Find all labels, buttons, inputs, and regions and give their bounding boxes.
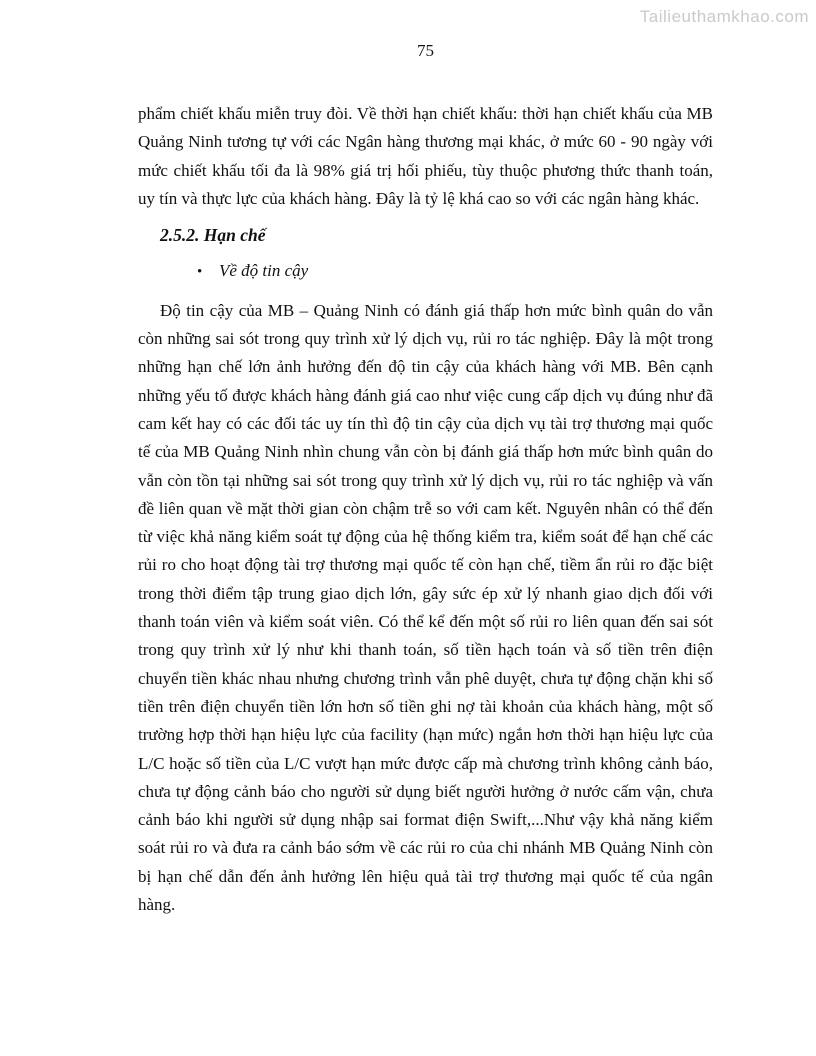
page-number: 75	[417, 41, 434, 60]
page-content	[138, 100, 713, 919]
paragraph-discount-terms: phẩm chiết khấu miễn truy đòi. Về thời hạn chiết khấu: thời hạn chiết khấu của MB Quảng Ninh tương tự với các Ngân hàng thương mại khác, ở mức 60 - 90 ngày với mức chiết khấu tối đa là 98% giá trị hối phiếu, tùy thuộc phương thức thanh toán, uy tín và thực lực của khách hàng. Đây là tỷ lệ khá cao so với các ngân hàng khác.	[138, 104, 713, 208]
section-heading: 2.5.2. Hạn chế	[160, 225, 266, 246]
bullet-icon: •	[197, 264, 203, 281]
bullet-item-label: Về độ tin cậy	[219, 261, 309, 281]
bullet-item	[197, 257, 713, 286]
paragraph-reliability: Độ tin cậy của MB – Quảng Ninh có đánh giá thấp hơn mức bình quân do vẫn còn những sai sót trong quy trình xử lý dịch vụ, rủi ro tác nghiệp. Đây là một trong những hạn chế lớn ảnh hưởng đến độ tin cậy của khách hàng với MB. Bên cạnh những yếu tố được khách hàng đánh giá cao như việc cung cấp dịch vụ đúng như đã cam kết hay có các đối tác uy tín thì độ tin cậy của dịch vụ tài trợ thương mại quốc tế của MB Quảng Ninh nhìn chung vẫn còn bị đánh giá thấp hơn mức bình quân do vẫn còn tồn tại những sai sót trong quy trình xử lý dịch vụ, rủi ro tác nghiệp và vấn đề liên quan về mặt thời gian còn chậm trễ so với cam kết. Nguyên nhân có thể đến từ việc khả năng kiểm soát tự động của hệ thống kiểm tra, kiểm soát để hạn chế các rủi ro cho hoạt động tài trợ thương mại quốc tế còn hạn chế, tiềm ẩn rủi ro đặc biệt trong thời điểm tập trung giao dịch lớn, gây sức ép xử lý nhanh giao dịch đối với thanh toán viên và kiểm soát viên. Có thể kể đến một số rủi ro liên quan đến sai sót trong quy trình xử lý như khi thanh toán, số tiền hạch toán và số tiền trên điện chuyển tiền khác nhau nhưng chương trình vẫn phê duyệt, chưa tự động chặn khi số tiền trên điện chuyển tiền lớn hơn số tiền ghi nợ tài khoản của khách hàng, một số trường hợp thời hạn hiệu lực của facility (hạn mức) ngắn hơn thời hạn hiệu lực của L/C hoặc số tiền của L/C vượt hạn mức được cấp mà chương trình không cảnh báo, chưa tự động cảnh báo cho người sử dụng biết người hưởng ở nước cấm vận, chưa cảnh báo khi người sử dụng nhập sai format điện Swift,...Như vậy khả năng kiểm soát rủi ro và đưa ra cảnh báo sớm về các rủi ro của chi nhánh MB Quảng Ninh còn bị hạn chế dẫn đến ảnh hưởng lên hiệu quả tài trợ thương mại quốc tế của ngân hàng.	[138, 300, 713, 915]
watermark-text: Tailieuthamkhao.com	[639, 7, 809, 26]
